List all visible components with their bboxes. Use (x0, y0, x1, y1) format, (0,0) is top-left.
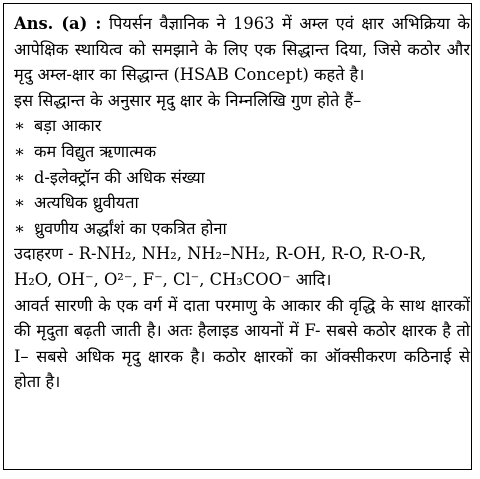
bullet-icon: ∗ (14, 193, 26, 213)
answer-label: Ans. (a) : (14, 14, 102, 33)
conclusion-paragraph: आवर्त सारणी के एक वर्ग में दाता परमाणु के आकार की वृद्धि के साथ क्षारकों की मृदुता बढ़ती जाती है। अतः हैलाइड आयनों में F- सबसे कठोर क्षारक है तो I– सबसे अधिक मृदु क्षारक है। कठोर क्षारकों का ऑक्सीकरण कठिनाई से होता है। (14, 295, 470, 392)
property-text: ध्रुवणीय अर्द्धांशं का एकत्रित होना (34, 218, 227, 238)
bullet-icon: ∗ (14, 116, 26, 136)
bullet-icon: ∗ (14, 141, 26, 161)
properties-heading: इस सिद्धान्त के अनुसार मृदु क्षार के निम्नलिखि गुण होते हैं– (14, 90, 362, 110)
property-item (14, 190, 470, 216)
bullet-icon: ∗ (14, 218, 26, 238)
property-text: अत्यधिक ध्रुवीयता (34, 193, 139, 213)
intro-text: पियर्सन वैज्ञानिक ने 1963 में अम्ल एवं क्षार अभिक्रिया के आपेक्षिक स्थायित्व को समझाने के लिए एक सिद्धान्त दिया, जिसे कठोर और मृदु अम्ल-क्षार का सिद्धान्त (HSAB Concept) कहते है। (14, 14, 470, 85)
property-item (14, 139, 470, 165)
property-item (14, 113, 470, 139)
property-text: कम विद्युत ऋणात्मक (34, 141, 157, 161)
intro-paragraph (14, 11, 470, 88)
bullet-icon: ∗ (14, 167, 26, 187)
answer-box (3, 3, 472, 470)
examples-line-2: H₂O, OH⁻, O²⁻, F⁻, Cl⁻, CH₃COO⁻ आदि। (14, 269, 332, 289)
examples-line-1: उदाहरण - R-NH₂, NH₂, NH₂–NH₂, R-OH, R-O, R-O-R, (14, 244, 427, 264)
property-item (14, 216, 470, 242)
property-text: d-इलेक्ट्रॉन की अधिक संख्या (34, 167, 205, 187)
property-text: बड़ा आकार (34, 116, 102, 136)
answer-content (14, 11, 470, 395)
property-item (14, 165, 470, 191)
